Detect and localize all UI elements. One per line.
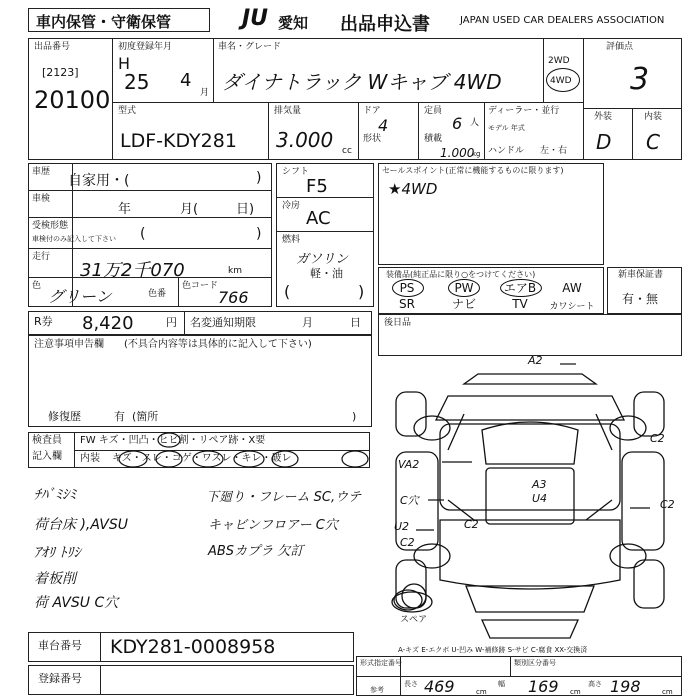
ju-logo: JU bbox=[242, 6, 269, 31]
after-fit-label: 後日品 bbox=[384, 318, 412, 328]
drive-4wd-circle bbox=[546, 68, 580, 92]
equipment-navi: ナビ bbox=[451, 297, 476, 311]
color-value: グリーン bbox=[48, 287, 112, 306]
usage-close: ) bbox=[256, 170, 262, 186]
cooling-label: 冷房 bbox=[282, 201, 301, 211]
association-name: JAPAN USED CAR DEALERS ASSOCIATION bbox=[460, 15, 665, 26]
note-4: 着板削 bbox=[34, 571, 76, 587]
fuel-bracket-left: ( bbox=[284, 282, 291, 301]
notice-label: 名変通知期限 bbox=[190, 316, 256, 329]
rating-score: 3 bbox=[630, 62, 650, 97]
width-value: 169 bbox=[528, 677, 559, 696]
shape-label: 形状 bbox=[363, 134, 382, 144]
color-number-label: 色番 bbox=[148, 289, 167, 299]
mileage-unit: km bbox=[228, 266, 242, 276]
repair-location: (箇所 bbox=[132, 410, 159, 423]
sales-point-label: セールスポイント(正常に機能するものに限ります) bbox=[382, 166, 564, 175]
dealer-label: ディーラー・並行 bbox=[488, 106, 560, 116]
registration-era: H bbox=[118, 54, 131, 73]
inspector-label-bottom: 記入欄 bbox=[32, 451, 62, 462]
note-right-1: 下廻り・フレーム SC,ウテ bbox=[206, 490, 362, 505]
model-value: ダイナトラック Wキャブ 4WD bbox=[222, 70, 502, 94]
recycle-unit: 円 bbox=[166, 316, 177, 329]
note-2: 荷台床 ),AVSU bbox=[34, 517, 128, 533]
listing-label: 出品番号 bbox=[34, 42, 71, 52]
listing-number: 20100 bbox=[34, 86, 111, 114]
height-unit: cm bbox=[662, 688, 673, 696]
note-1: ﾁﾊﾞﾐｼﾐ bbox=[34, 487, 76, 503]
displacement-unit: cc bbox=[342, 146, 352, 156]
chassis-value: KDY281-0008958 bbox=[110, 636, 276, 658]
ref-label: 参考 bbox=[370, 686, 384, 694]
color-code-value: 766 bbox=[218, 288, 249, 307]
height-label: 高さ bbox=[588, 680, 602, 688]
registration-label: 初度登録年月 bbox=[118, 42, 173, 52]
equipment-ps: PS bbox=[399, 281, 415, 295]
registration-year: 25 bbox=[124, 70, 150, 94]
fuel-label: 燃料 bbox=[282, 235, 301, 245]
displacement-label: 排気量 bbox=[274, 106, 302, 116]
repair-label: 修復歴 bbox=[48, 410, 81, 423]
diagram-mark-u2: U2 bbox=[394, 520, 410, 533]
sales-point-value: ★4WD bbox=[388, 180, 438, 198]
shift-label: シフト bbox=[282, 167, 310, 177]
rating-label: 評価点 bbox=[606, 42, 634, 52]
inspector-row1: FW キズ・凹凸・ヒビ割・リペア跡・X要 bbox=[80, 435, 266, 446]
type-cert-label: 形式指定番号 bbox=[360, 659, 402, 667]
handle-options: 左・右 bbox=[540, 146, 568, 156]
model-year-label: モデル 年式 bbox=[488, 124, 525, 132]
diagram-mark-c2-right: C2 bbox=[650, 432, 665, 445]
diagram-mark-a2: A2 bbox=[528, 354, 543, 367]
equipment-airbag-circle bbox=[500, 279, 542, 297]
warranty-label: 新車保証書 bbox=[618, 270, 664, 280]
inspection-month: 月( bbox=[180, 202, 199, 217]
interior-label: 内装 bbox=[644, 112, 663, 122]
form-title: 出品申込書 bbox=[340, 14, 430, 35]
model-label: 車名・グレード bbox=[218, 42, 282, 52]
reg-number-label: 登録番号 bbox=[38, 672, 82, 685]
inspector-marks bbox=[105, 432, 370, 468]
load-unit: kg bbox=[472, 150, 481, 158]
note-right-2: キャビンフロアー C穴 bbox=[208, 518, 338, 533]
width-label: 幅 bbox=[498, 680, 505, 688]
acceptance-note: 車検付のみ記入して下さい bbox=[32, 235, 116, 243]
chassis-label: 車台番号 bbox=[38, 639, 82, 652]
brand-region: 愛知 bbox=[278, 14, 309, 32]
equipment-aw: AW bbox=[562, 281, 582, 295]
diagram-mark-c2-right2: C2 bbox=[660, 498, 675, 511]
capacity-value: 6 bbox=[452, 114, 463, 133]
spare-label: スペア bbox=[400, 615, 428, 625]
equipment-pw: PW bbox=[454, 281, 474, 295]
remarks-note: (不具合内容等は具体的に記入して下さい) bbox=[124, 339, 312, 350]
load-value: 1.000 bbox=[440, 146, 475, 160]
fuel-value: ガソリン bbox=[296, 252, 349, 267]
displacement-value: 3.000 bbox=[276, 128, 334, 152]
registration-month-unit: 月 bbox=[200, 88, 210, 98]
diagram-mark-a3: A3 bbox=[532, 478, 547, 491]
acceptance-open: ( bbox=[140, 226, 146, 242]
diagram-mark-c2-left2: C2 bbox=[400, 536, 415, 549]
inspection-label: 車検 bbox=[32, 194, 51, 204]
capacity-unit: 人 bbox=[470, 118, 480, 128]
diagram-mark-u4: U4 bbox=[532, 492, 548, 505]
shift-value: F5 bbox=[306, 176, 328, 197]
sales-point-box bbox=[378, 163, 604, 265]
note-right-3: ABSカプラ 欠訂 bbox=[208, 544, 304, 559]
car-diagram bbox=[378, 350, 682, 650]
equipment-tv: TV bbox=[512, 297, 528, 311]
mileage-label: 走行 bbox=[32, 252, 51, 262]
notice-month: 月 bbox=[302, 316, 313, 329]
load-label: 積載 bbox=[424, 134, 443, 144]
diagram-mark-c2-left: C2 bbox=[464, 518, 479, 531]
class-label: 類別区分番号 bbox=[514, 659, 556, 667]
doors-label: ドア bbox=[363, 106, 381, 116]
color-label: 色 bbox=[32, 281, 42, 291]
listing-sub-number: [2123] bbox=[42, 66, 79, 79]
inspector-row2-label: 内装 bbox=[80, 453, 100, 464]
fuel-alt: 軽・油 bbox=[310, 267, 343, 280]
acceptance-label: 受検形態 bbox=[32, 221, 69, 231]
capacity-label: 定員 bbox=[424, 106, 443, 116]
length-unit: cm bbox=[476, 688, 487, 696]
equipment-airbag: エアB bbox=[503, 281, 537, 295]
inspector-row2: キズ・スレ・コゲ・ワスレ・キレ・破レ bbox=[112, 453, 292, 464]
mileage-value: 31万2千070 bbox=[80, 260, 185, 281]
cooling-value: AC bbox=[306, 208, 331, 229]
exterior-label: 外装 bbox=[594, 112, 613, 122]
diagram-mark-va2: VA2 bbox=[398, 458, 420, 471]
handle-label: ハンドル bbox=[488, 146, 525, 156]
drive-2wd: 2WD bbox=[548, 56, 570, 66]
interior-grade: C bbox=[646, 130, 660, 154]
notice-day: 日 bbox=[350, 316, 361, 329]
equipment-sr: SR bbox=[399, 297, 415, 311]
fuel-bracket-right: ) bbox=[358, 282, 365, 301]
inspector-label-top: 検査員 bbox=[32, 435, 62, 446]
acceptance-close: ) bbox=[256, 226, 262, 242]
type-label: 型式 bbox=[118, 106, 137, 116]
usage-label: 車歴 bbox=[32, 167, 51, 177]
usage-value: 自家用・( bbox=[68, 173, 130, 189]
length-value: 469 bbox=[424, 677, 455, 696]
warranty-options: 有・無 bbox=[622, 292, 659, 306]
width-unit: cm bbox=[570, 688, 581, 696]
equipment-ps-circle bbox=[392, 279, 424, 297]
repair-location-close: ) bbox=[352, 410, 357, 423]
color-code-label: 色コード bbox=[182, 281, 219, 291]
storage-title: 車内保管・守衛保管 bbox=[36, 13, 172, 31]
height-value: 198 bbox=[610, 677, 641, 696]
type-value: LDF-KDY281 bbox=[120, 130, 237, 152]
recycle-value: 8,420 bbox=[82, 313, 134, 334]
registration-month: 4 bbox=[180, 70, 192, 91]
length-label: 長さ bbox=[404, 680, 418, 688]
note-3: ｱｵﾘ ﾄﾘｼ bbox=[34, 545, 81, 561]
recycle-label: R券 bbox=[34, 315, 53, 328]
exterior-grade: D bbox=[596, 130, 612, 154]
inspection-year: 年 bbox=[118, 202, 132, 217]
doors-value: 4 bbox=[378, 116, 389, 135]
drive-4wd: 4WD bbox=[550, 76, 572, 86]
diagram-legend: A-キズ E-エクボ U-凹み W-補修跡 S-サビ C-腐食 XX-交換済 bbox=[398, 646, 588, 654]
diagram-mark-chole: C穴 bbox=[400, 494, 419, 507]
equipment-label: 装備品(純正品に限り○をつけてください) bbox=[386, 270, 536, 279]
note-5: 荷 AVSU C穴 bbox=[34, 595, 119, 611]
repair-value: 有 bbox=[114, 410, 125, 423]
inspection-day: 日) bbox=[236, 202, 255, 217]
remarks-label: 注意事項申告欄 bbox=[34, 339, 104, 350]
equipment-pw-circle bbox=[448, 279, 480, 297]
equipment-seat: カワシート bbox=[549, 302, 595, 312]
